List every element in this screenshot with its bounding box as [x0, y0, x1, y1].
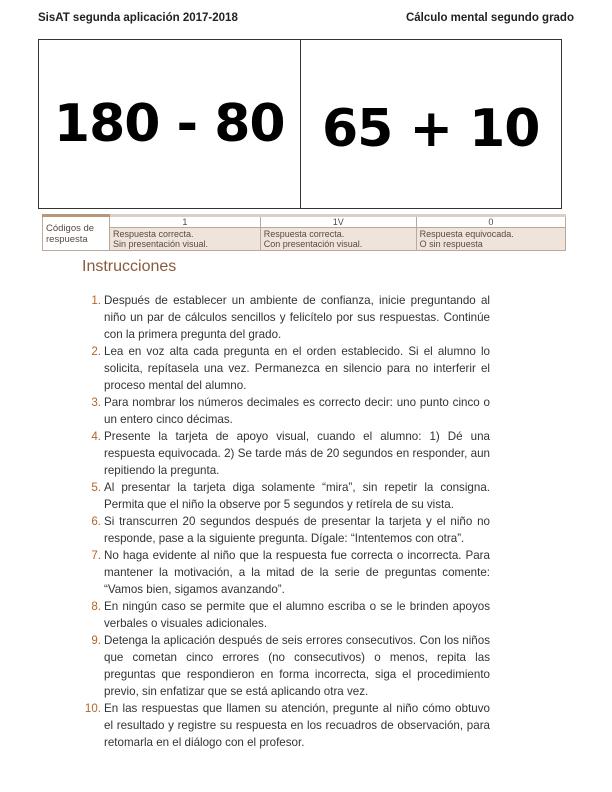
instruction-item [84, 547, 490, 598]
code-description [110, 228, 261, 251]
instruction-item [84, 292, 490, 343]
instruction-item [84, 428, 490, 479]
instructions-title: Instrucciones [82, 258, 177, 275]
item-number: 4. [91, 430, 101, 443]
code-desc-line: Sin presentación visual. [113, 239, 209, 249]
item-text: Al presentar la tarjeta diga solamente “mira”, sin repetir la consigna. Permita que el niño la observe por 5 segundos y retírela de su vista. [104, 481, 490, 511]
code-description [260, 228, 416, 251]
code-value: 1V [260, 216, 416, 228]
code-desc-line: Respuesta correcta. [263, 229, 345, 239]
code-value: 1 [110, 216, 261, 228]
item-text: Para nombrar los números decimales es correcto decir: uno punto cinco o un entero cinco décimas. [104, 396, 490, 426]
item-text: En ningún caso se permite que el alumno escriba o se le brinden apoyos verbales o visuales adicionales. [104, 600, 490, 630]
item-text: Lea en voz alta cada pregunta en el orden establecido. Si el alumno lo solicita, repítasela una vez. Permanezca en silencio para no interferir el proceso mental del alumno. [104, 345, 490, 392]
item-number: 7. [91, 549, 101, 562]
instruction-item [84, 513, 490, 547]
code-desc-line: Con presentación visual. [263, 239, 363, 249]
instruction-item [84, 394, 490, 428]
item-number: 3. [91, 396, 101, 409]
item-text: No haga evidente al niño que la respuesta fue correcta o incorrecta. Para mantener la motivación, a la mitad de la serie de preguntas comente: “Vamos bien, sigamos avanzando”. [104, 549, 490, 596]
item-text: Detenga la aplicación después de seis errores consecutivos. Con los niños que cometan cinco errores (no consecutivos) o menos, repita las preguntas que respondieron en forma incorrecta, siga el procedimiento previo, sin enfatizar que se está aplicando otra vez. [104, 634, 490, 698]
code-value: 0 [416, 216, 565, 228]
code-desc-line: O sin respuesta [419, 239, 483, 249]
header-program-title: SisAT segunda aplicación 2017-2018 [38, 12, 238, 24]
item-number: 9. [91, 634, 101, 647]
item-number: 5. [91, 481, 101, 494]
item-text: Presente la tarjeta de apoyo visual, cuando el alumno: 1) Dé una respuesta equivocada. 2) Se tarde más de 20 segundos en responder, aun repitiendo la pregunta. [104, 430, 490, 477]
item-text: Después de establecer un ambiente de confianza, inicie preguntando al niño un par de cálculos sencillos y felicítelo por sus respuestas. Continúe con la primera pregunta del grado. [104, 294, 490, 341]
instruction-item [84, 632, 490, 700]
instructions-list [84, 292, 490, 751]
instruction-item [84, 343, 490, 394]
item-number: 2. [91, 345, 101, 358]
item-number: 1. [91, 294, 101, 307]
problem-cards [38, 39, 562, 209]
codes-label: Códigos de respuesta [43, 216, 110, 251]
item-number: 6. [91, 515, 101, 528]
item-text: Si transcurren 20 segundos después de presentar la tarjeta y el niño no responde, pase a la siguiente pregunta. Dígale: “Intentemos con otra”. [104, 515, 490, 545]
item-text: En las respuestas que llamen su atención, pregunte al niño cómo obtuvo el resultado y registre su respuesta en los recuadros de observación, para retomarla en el diálogo con el profesor. [104, 702, 490, 749]
instruction-item [84, 598, 490, 632]
code-desc-line: Respuesta equivocada. [419, 229, 514, 239]
item-number: 8. [91, 600, 101, 613]
problem-card: 180 - 80 [53, 94, 285, 154]
code-desc-line: Respuesta correcta. [113, 229, 194, 239]
instruction-item [84, 479, 490, 513]
code-description [416, 228, 565, 251]
item-number: 10. [84, 702, 101, 715]
response-codes-table [42, 214, 566, 251]
instruction-item [84, 700, 490, 751]
header-test-title: Cálculo mental segundo grado [405, 12, 574, 24]
problem-card: 65 + 10 [300, 40, 562, 208]
